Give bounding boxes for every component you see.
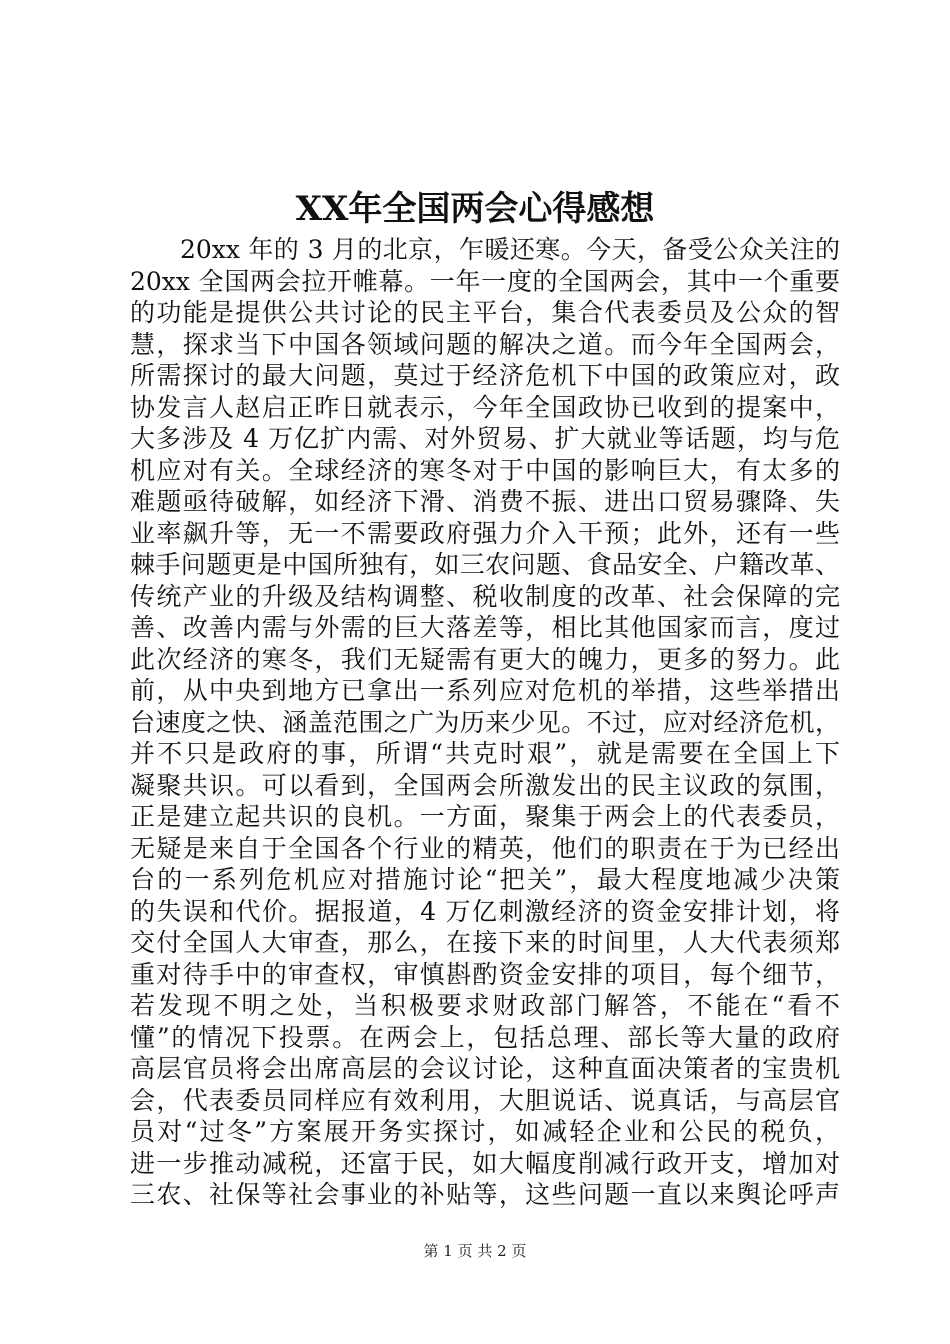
body-line: 前，从中央到地方已拿出一系列应对危机的举措，这些举措出 bbox=[130, 676, 840, 705]
body-line: 的失误和代价。据报道，4 万亿刺激经济的资金安排计划，将 bbox=[130, 896, 840, 926]
body-line: 棘手问题更是中国所独有，如三农问题、食品安全、户籍改革、 bbox=[130, 550, 840, 579]
body-line: 所需探讨的最大问题，莫过于经济危机下中国的政策应对，政 bbox=[130, 361, 840, 390]
body-line: 台速度之快、涵盖范围之广为历来少见。不过，应对经济危机， bbox=[130, 707, 840, 737]
body-line: 此次经济的寒冬，我们无疑需有更大的魄力，更多的努力。此 bbox=[130, 644, 840, 674]
body-line: 20xx 年的 3 月的北京，乍暖还寒。今天，备受公众关注的 bbox=[180, 235, 840, 264]
body-line: 善、改善内需与外需的巨大落差等，相比其他国家而言，度过 bbox=[130, 613, 840, 642]
body-line: 交付全国人大审查，那么，在接下来的时间里，人大代表须郑 bbox=[130, 928, 840, 957]
body-line: 并不只是政府的事，所谓“共克时艰”，就是需要在全国上下 bbox=[130, 739, 840, 768]
body-line: 凝聚共识。可以看到，全国两会所激发出的民主议政的氛围， bbox=[130, 770, 840, 800]
body-line: 进一步推动减税，还富于民，如大幅度削减行政开支，增加对 bbox=[130, 1148, 840, 1178]
body-line: 慧，探求当下中国各领域问题的解决之道。而今年全国两会， bbox=[130, 329, 840, 359]
body-line: 若发现不明之处，当积极要求财政部门解答，不能在“看不 bbox=[130, 991, 840, 1020]
body-line: 协发言人赵启正昨日就表示，今年全国政协已收到的提案中， bbox=[130, 392, 840, 422]
body-line: 高层官员将会出席高层的会议讨论，这种直面决策者的宝贵机 bbox=[130, 1054, 840, 1083]
body-line: 重对待手中的审查权，审慎斟酌资金安排的项目，每个细节， bbox=[130, 959, 840, 989]
body-line: 机应对有关。全球经济的寒冬对于中国的影响巨大，有太多的 bbox=[130, 455, 840, 485]
body-line: 台的一系列危机应对措施讨论“把关”，最大程度地减少决策 bbox=[130, 865, 840, 894]
body-line: 无疑是来自于全国各个行业的精英，他们的职责在于为已经出 bbox=[130, 833, 840, 863]
body-line: 传统产业的升级及结构调整、税收制度的改革、社会保障的完 bbox=[130, 581, 840, 611]
body-line: 20xx 全国两会拉开帷幕。一年一度的全国两会，其中一个重要 bbox=[130, 266, 840, 296]
body-line: 正是建立起共识的良机。一方面，聚集于两会上的代表委员， bbox=[130, 802, 840, 831]
body-line: 三农、社保等社会事业的补贴等，这些问题一直以来舆论呼声 bbox=[130, 1180, 840, 1209]
body-line: 会，代表委员同样应有效利用，大胆说话、说真话，与高层官 bbox=[130, 1085, 840, 1115]
body-line: 懂”的情况下投票。在两会上，包括总理、部长等大量的政府 bbox=[130, 1022, 840, 1052]
document-title: XX年全国两会心得感想 bbox=[295, 189, 655, 229]
body-line: 大多涉及 4 万亿扩内需、对外贸易、扩大就业等话题，均与危 bbox=[130, 424, 840, 453]
body-line: 员对“过冬”方案展开务实探讨，如减轻企业和公民的税负， bbox=[130, 1117, 840, 1146]
body-line: 难题亟待破解，如经济下滑、消费不振、进出口贸易骤降、失 bbox=[130, 487, 840, 516]
page-number-footer: 第 1 页 共 2 页 bbox=[423, 1242, 527, 1260]
body-line: 业率飙升等，无一不需要政府强力介入干预；此外，还有一些 bbox=[130, 518, 840, 548]
body-line: 的功能是提供公共讨论的民主平台，集合代表委员及公众的智 bbox=[130, 298, 840, 327]
document-body bbox=[130, 234, 840, 1211]
